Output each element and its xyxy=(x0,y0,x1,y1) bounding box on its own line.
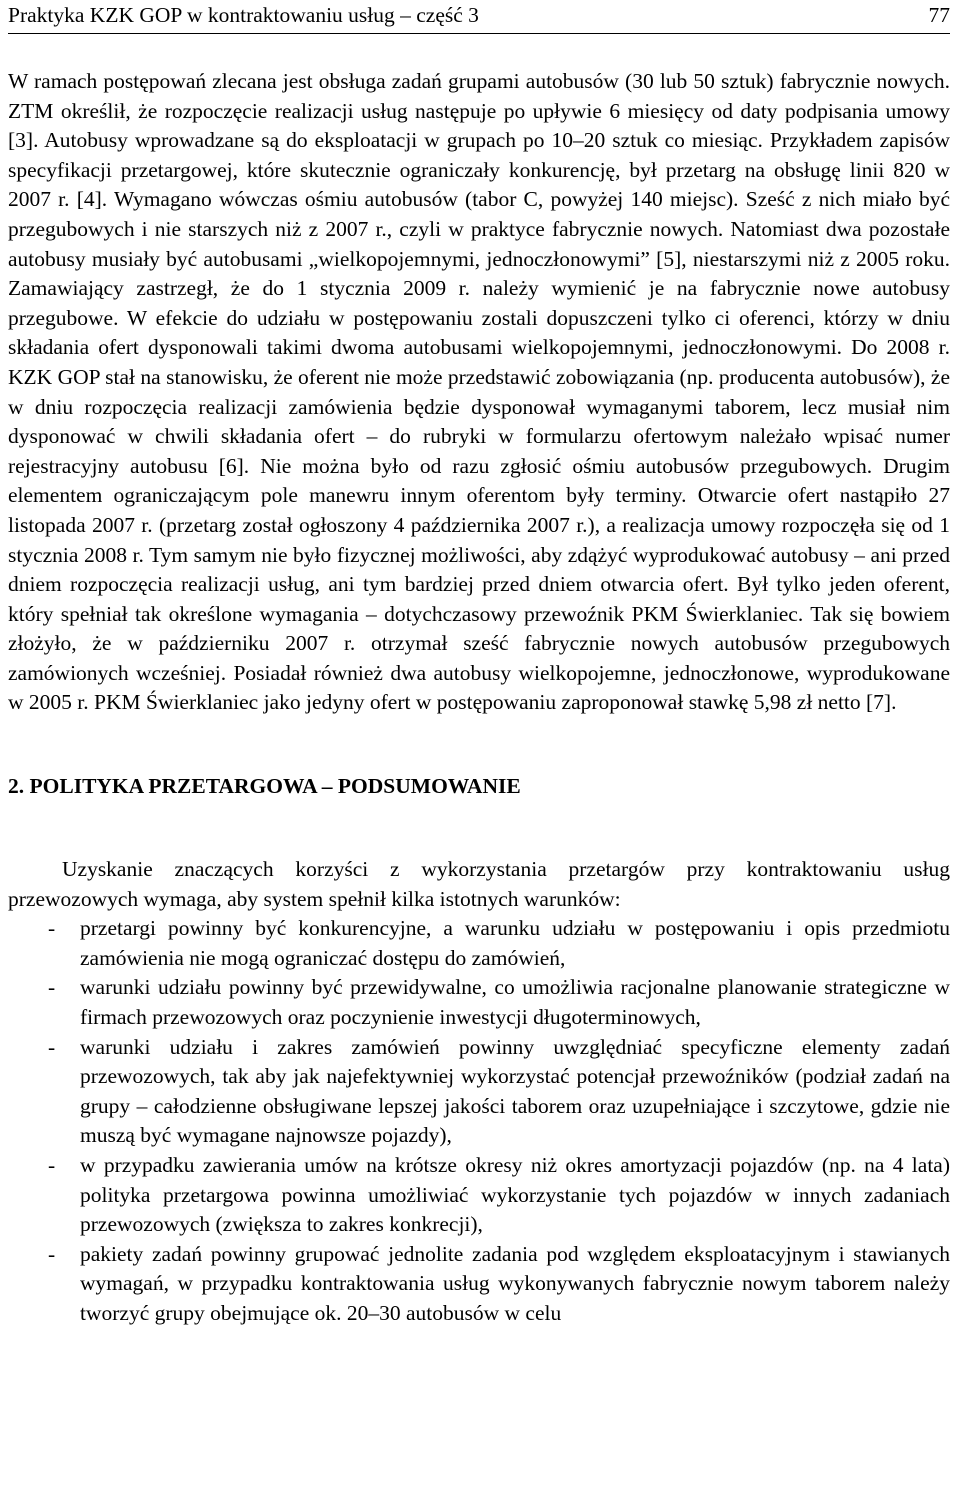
paragraph-tender-example: W ramach postępowań zlecana jest obsługa zadań grupami autobusów (30 lub 50 sztuk) fabrycznie nowych. ZTM określił, że rozpoczęcie realizacji usług następuje po upływie 6 miesięcy od daty podpisania umowy [3]. Autobusy wprowadzane są do eksploatacji w grupach po 10–20 sztuk co miesiąc. Przykładem zapisów specyfikacji przetargowej, które skutecznie ograniczały konkurencję, był przetarg na obsługę linii 820 w 2007 r. [4]. Wymagano wówczas ośmiu autobusów (tabor C, powyżej 140 miejsc). Sześć z nich miało być przegubowych i nie starszych niż z 2007 r., czyli w praktyce fabrycznie nowych. Natomiast dwa pozostałe autobusy musiały być autobusami „wielkopojemnymi, jednoczłonowymi” [5], niestarszymi niż z 2005 roku. Zamawiający zastrzegł, że do 1 stycznia 2009 r. należy wymienić je na fabrycznie nowe autobusy przegubowe. W efekcie do udziału w postępowaniu zostali dopuszczeni tylko ci oferenci, którzy w dniu składania ofert dysponowali takimi dwoma autobusami wielkopojemnymi, jednoczłonowymi. Do 2008 r. KZK GOP stał na stanowisku, że oferent nie może przedstawić zobowiązania (np. producenta autobusów), że w dniu rozpoczęcia realizacji zamówienia będzie dysponował wymaganymi taborem, lecz musiał nim dysponować w chwili składania ofert – do rubryki w formularzu ofertowym należało wpisać numer rejestracyjny autobusu [6]. Nie można było od razu zgłosić ośmiu autobusów przegubowych. Drugim elementem ograniczającym pole manewru innym oferentom były terminy. Otwarcie ofert nastąpiło 27 listopada 2007 r. (przetarg został ogłoszony 4 października 2007 r.), a realizacja umowy rozpoczęła się od 1 stycznia 2008 r. Tym samym nie było fizycznej możliwości, aby zdążyć wyprodukować autobusy – ani przed dniem rozpoczęcia realizacji usług, ani tym bardziej przed dniem otwarcia ofert. Był tylko jeden oferent, który spełniał tak określone wymagania – dotychczasowy przewoźnik PKM Świerklaniec. Tak się bowiem złożyło, że w październiku 2007 r. otrzymał sześć fabrycznie nowych autobusów przegubowych zamówionych wcześniej. Posiadał również dwa autobusy wielkopojemne, jednoczłonowe, wyprodukowane w 2005 r. PKM Świerklaniec jako jedyny ofert w postępowaniu zaproponował stawkę 5,98 zł netto [7]. xyxy=(8,69,950,715)
list-item-text: warunki udziału powinny być przewidywalne, co umożliwia racjonalne planowanie strategiczne w firmach przewozowych oraz poczynienie inwestycji długoterminowych, xyxy=(80,975,950,1030)
section-heading: 2. POLITYKA PRZETARGOWA – PODSUMOWANIE xyxy=(8,774,521,799)
list-item xyxy=(8,1240,950,1329)
list-item-text: pakiety zadań powinny grupować jednolite zadania pod względem eksploatacyjnym i stawianych wymagań, w przypadku kontraktowania usług wykonywanych fabrycznie nowym taborem należy tworzyć grupy obejmujące ok. 20–30 autobusów w celu xyxy=(80,1241,950,1325)
header-title: Praktyka KZK GOP w kontraktowaniu usług – część 3 xyxy=(8,3,479,27)
list-dash: - xyxy=(48,1034,56,1059)
list-item xyxy=(8,973,950,1032)
list-item-text: warunki udziału i zakres zamówień powinny uwzględniać specyficzne elementy zadań przewozowych, tak aby jak najefektywniej wykorzystać potencjał przewoźników (podział zadań na grupy – całodzienne obsługiwane lepszej jakości taborem oraz uzupełniające i szczytowe, gdzie nie muszą być wymagane najnowsze pojazdy), xyxy=(80,1034,950,1148)
conditions-list xyxy=(8,914,950,1328)
list-item-text: przetargi powinny być konkurencyjne, a warunku udziału w postępowaniu i opis przedmiotu zamówienia nie mogą ograniczać dostępu do zamówień, xyxy=(80,916,950,970)
page-number: 77 xyxy=(928,3,950,27)
list-dash: - xyxy=(48,975,56,1000)
list-dash: - xyxy=(48,1153,56,1177)
list-item-text: w przypadku zawierania umów na krótsze okresy niż okres amortyzacji pojazdów (np. na 4 lata) polityka przetargowa powinna umożliwiać wykorzystanie tych pojazdów w innych zadaniach przewozowych (zwiększa to zakres konkrecji), xyxy=(80,1153,950,1237)
list-item xyxy=(8,1151,950,1240)
paragraph-intro: Uzyskanie znaczących korzyści z wykorzystania przetargów przy kontraktowaniu usług przewozowych wymaga, aby system spełnił kilka istotnych warunków: xyxy=(8,857,950,911)
list-item xyxy=(8,914,950,973)
list-item xyxy=(8,1033,950,1151)
list-dash: - xyxy=(48,1241,56,1266)
running-header xyxy=(8,0,950,34)
list-dash: - xyxy=(48,916,56,941)
